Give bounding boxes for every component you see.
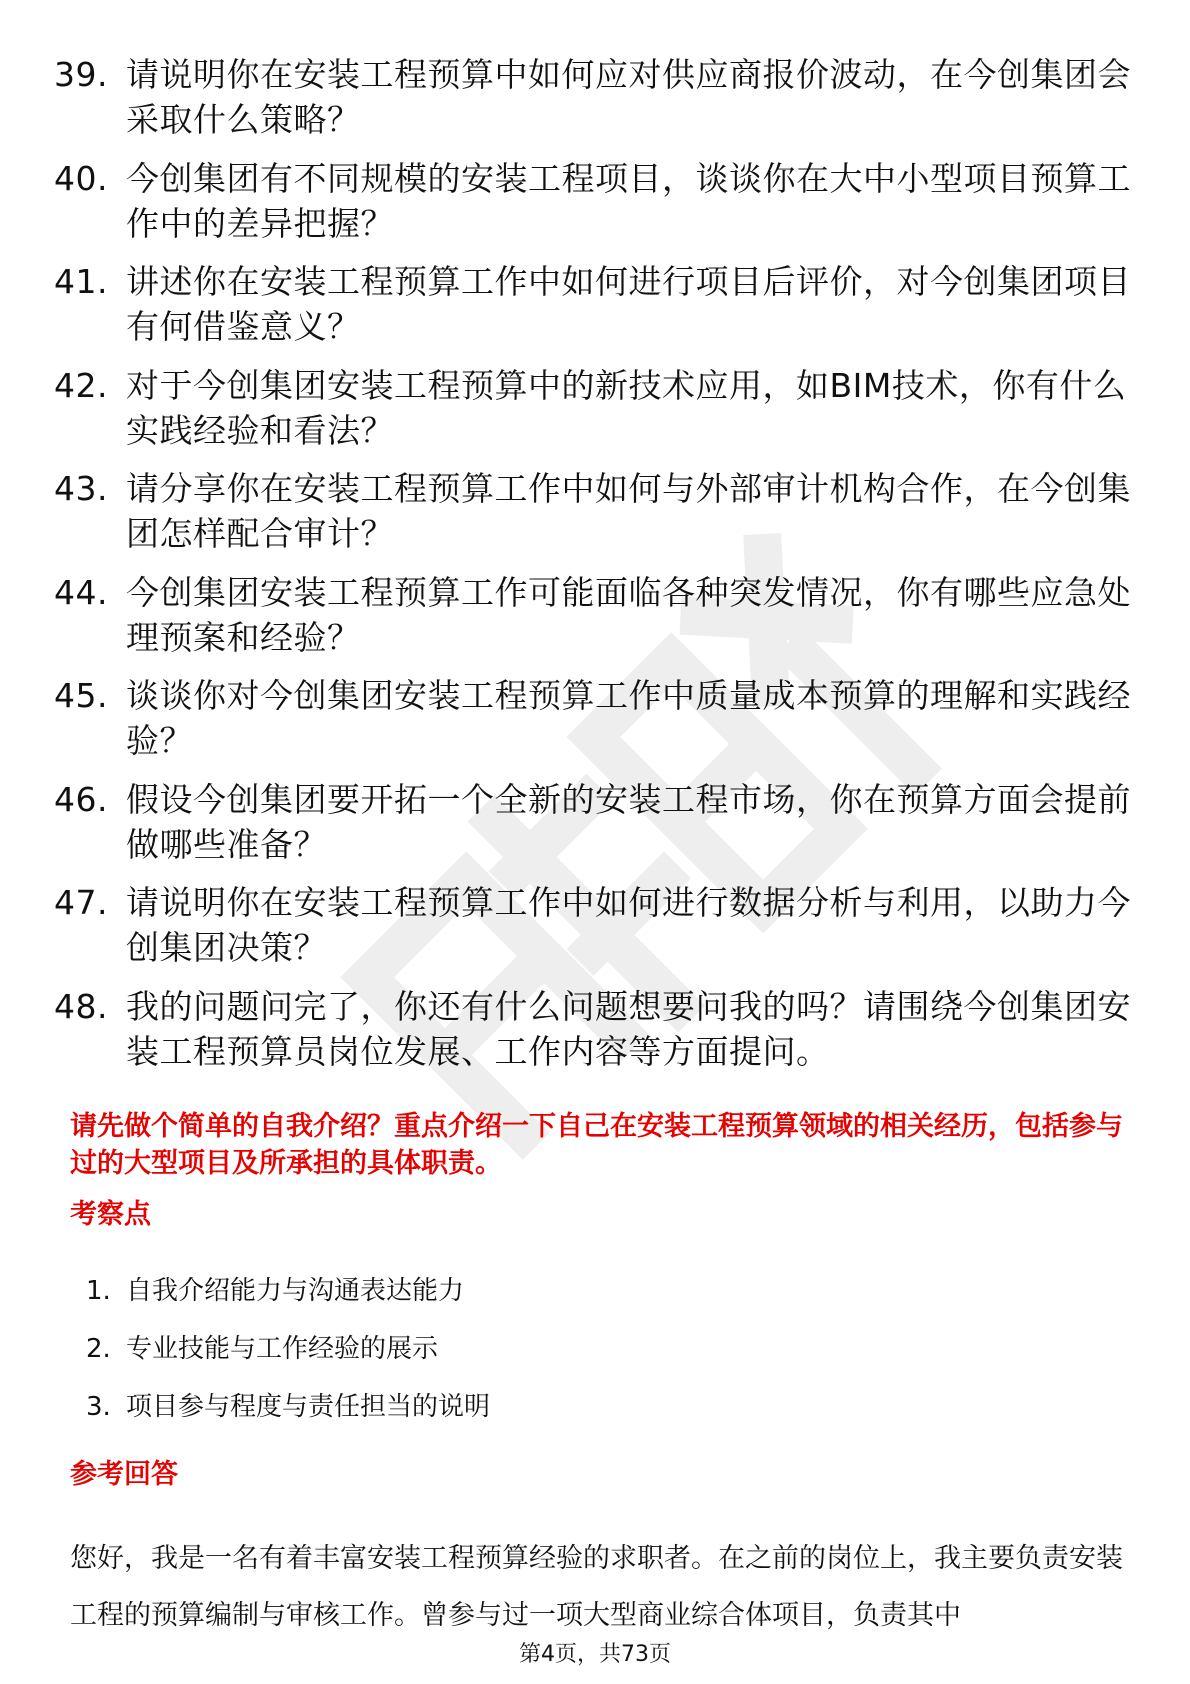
question-number: 47. xyxy=(54,883,108,922)
reference-answer-text: 您好，我是一名有着丰富安装工程预算经验的求职者。在之前的岗位上，我主要负责安装工程的预算编制与审核工作。曾参与过一项大型商业综合体项目，负责其中 xyxy=(70,1543,1123,1631)
reference-answer-heading: 参考回答 xyxy=(70,1459,178,1490)
question-number: 43. xyxy=(54,469,108,508)
key-point-number: 1. xyxy=(86,1276,111,1306)
list-item xyxy=(54,466,1134,556)
question-text: 请分享你在安装工程预算工作中如何与外部审计机构合作，在今创集团怎样配合审计？ xyxy=(126,469,1131,553)
question-text: 今创集团有不同规模的安装工程项目，谈谈你在大中小型项目预算工作中的差异把握？ xyxy=(126,158,1131,243)
key-point-text: 自我介绍能力与沟通表达能力 xyxy=(126,1276,465,1306)
list-item xyxy=(86,1389,1086,1447)
list-item xyxy=(54,259,1134,349)
list-item xyxy=(86,1273,1086,1331)
question-number: 44. xyxy=(54,572,108,612)
question-text: 我的问题问完了，你还有什么问题想要问我的吗？请围绕今创集团安装工程预算员岗位发展、工作内容等方面提问。 xyxy=(126,986,1131,1071)
list-item xyxy=(54,673,1134,763)
question-number: 39. xyxy=(54,55,108,94)
question-text: 请说明你在安装工程预算中如何应对供应商报价波动，在今创集团会采取什么策略？ xyxy=(126,55,1131,139)
list-item xyxy=(86,1331,1086,1389)
list-item xyxy=(54,156,1134,246)
key-point-text: 项目参与程度与责任担当的说明 xyxy=(126,1392,491,1422)
question-number: 45. xyxy=(54,676,108,715)
key-point-number: 2. xyxy=(86,1334,111,1364)
list-item xyxy=(54,984,1134,1074)
question-number: 42. xyxy=(54,365,108,405)
question-text: 谈谈你对今创集团安装工程预算工作中质量成本预算的理解和实践经验？ xyxy=(126,676,1131,760)
list-item xyxy=(54,363,1134,453)
question-number: 40. xyxy=(54,158,108,198)
list-item xyxy=(54,52,1134,142)
list-item xyxy=(54,880,1134,970)
page-number: 第4页，共73页 xyxy=(0,1640,1190,1670)
list-item xyxy=(54,570,1134,660)
question-text: 讲述你在安装工程预算工作中如何进行项目后评价，对今创集团项目有何借鉴意义？ xyxy=(126,262,1131,346)
key-point-text: 专业技能与工作经验的展示 xyxy=(126,1334,439,1364)
question-text: 今创集团安装工程预算工作可能面临各种突发情况，你有哪些应急处理预案和经验？ xyxy=(126,572,1131,657)
question-number: 46. xyxy=(54,779,108,819)
question-list xyxy=(54,52,1134,1087)
key-point-number: 3. xyxy=(86,1392,111,1422)
question-number: 41. xyxy=(54,262,108,301)
question-text: 请说明你在安装工程预算工作中如何进行数据分析与利用，以助力今创集团决策？ xyxy=(126,883,1131,967)
question-number: 48. xyxy=(54,986,108,1026)
list-item xyxy=(54,777,1134,867)
key-points-heading: 考察点 xyxy=(70,1199,151,1230)
question-text: 假设今创集团要开拓一个全新的安装工程市场，你在预算方面会提前做哪些准备？ xyxy=(126,779,1131,864)
question-text: 对于今创集团安装工程预算中的新技术应用，如BIM技术，你有什么实践经验和看法？ xyxy=(126,365,1127,450)
intro-question: 请先做个简单的自我介绍？重点介绍一下自己在安装工程预算领域的相关经历，包括参与过的大型项目及所承担的具体职责。 xyxy=(70,1111,1123,1179)
key-points-list xyxy=(86,1273,1086,1447)
